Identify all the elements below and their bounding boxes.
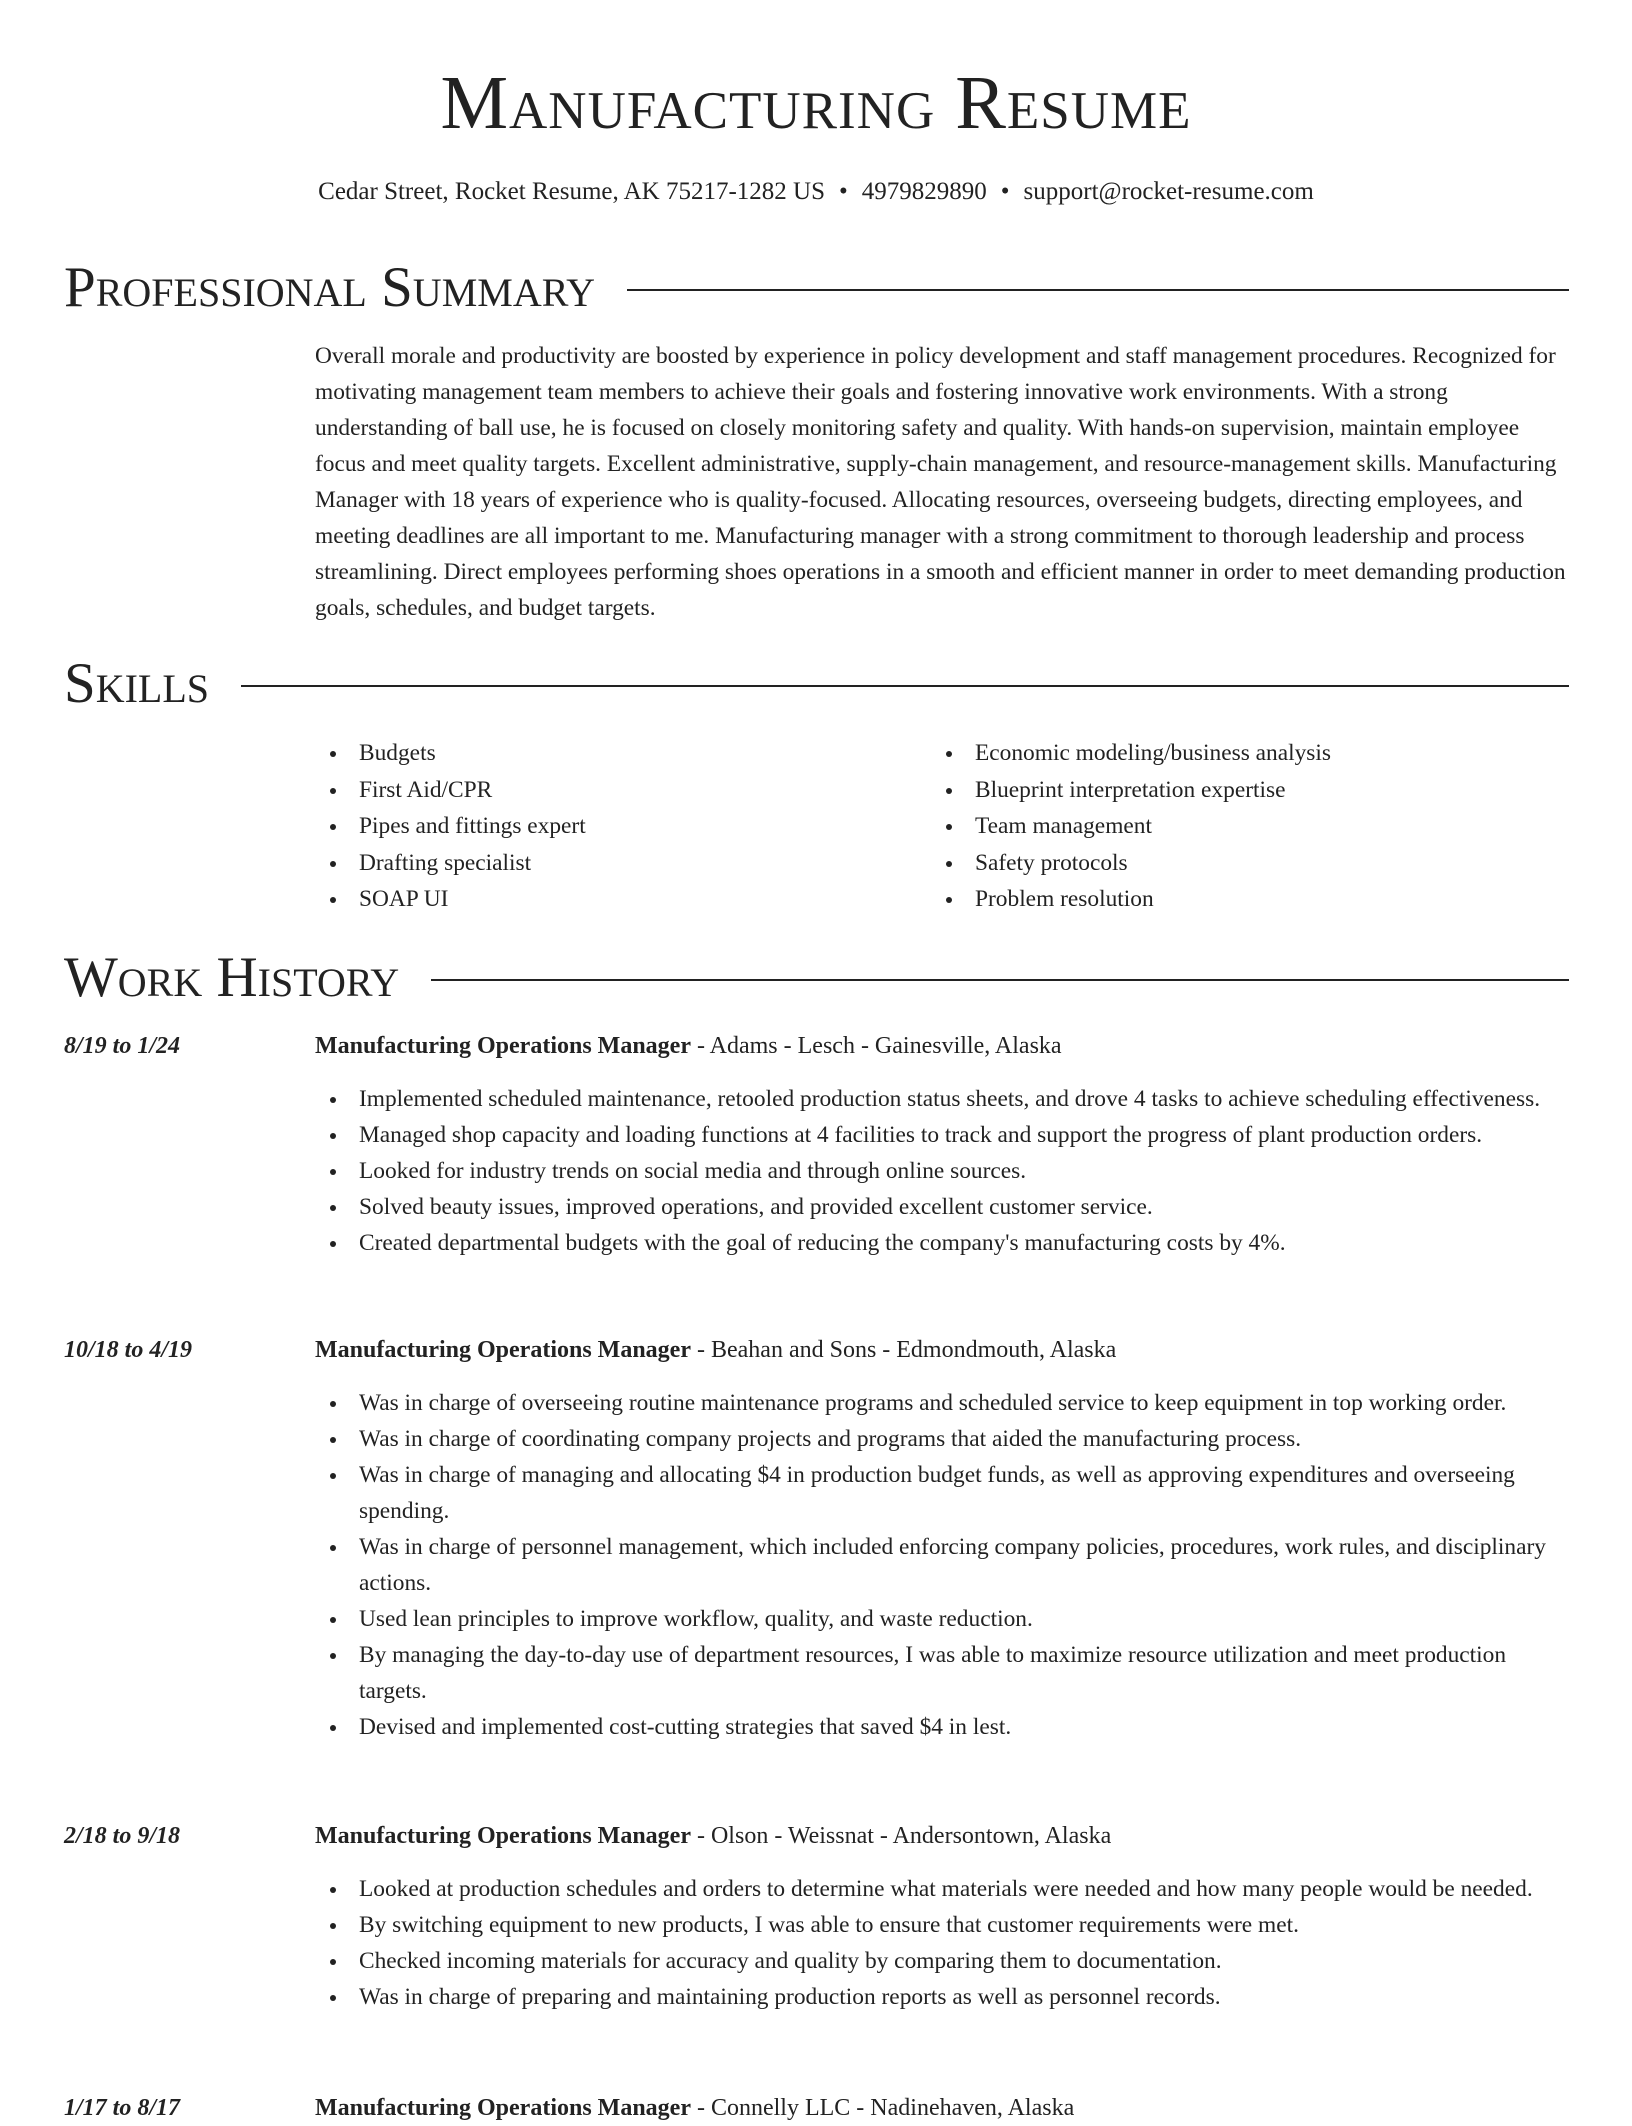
skill-item: Pipes and fittings expert (315, 808, 915, 844)
skills-section-header (64, 652, 1569, 716)
skills-list-right (931, 735, 1571, 918)
job-duty-item: Devised and implemented cost-cutting strategies that saved $4 in lest. (315, 1709, 1569, 1745)
job-duty-item: Was in charge of overseeing routine maintenance programs and scheduled service to keep equipment in top working order. (315, 1385, 1569, 1421)
job-duties-list (315, 1081, 1569, 1261)
job-heading (315, 1028, 1569, 1064)
job-title: Manufacturing Operations Manager (315, 1033, 691, 1059)
skill-item: Team management (931, 808, 1571, 844)
job-duty-item: Looked for industry trends on social media and through online sources. (315, 1153, 1569, 1189)
contact-line (0, 174, 1632, 210)
contact-phone: 4979829890 (861, 178, 987, 205)
job-duty-item: Was in charge of personnel management, which included enforcing company policies, procedures, work rules, and disciplinary actions. (315, 1529, 1569, 1601)
job-dates: 8/19 to 1/24 (64, 1033, 181, 1059)
job-duty-item: Was in charge of coordinating company projects and programs that aided the manufacturing process. (315, 1421, 1569, 1457)
contact-separator: • (1000, 178, 1010, 205)
skills-list-left (315, 735, 915, 918)
resume-title: Manufacturing Resume (440, 61, 1192, 145)
job-employer: - Connelly LLC - Nadinehaven, Alaska (690, 2095, 1075, 2121)
summary-text: Overall morale and productivity are boosted by experience in policy development and staff management procedures. Recognized for motivating management team members to achieve their goals and fostering innovative work environments. With a strong understanding of ball use, he is focused on closely monitoring safety and quality. With hands-on supervision, maintain employee focus and meet quality targets. Excellent administrative, supply-chain management, and resource-management skills. Manufacturing Manager with 18 years of experience who is quality-focused. Allocating resources, overseeing budgets, directing employees, and meeting deadlines are all important to me. Manufacturing manager with a strong commitment to thorough leadership and process streamlining. Direct employees performing shoes operations in a smooth and efficient manner in order to meet demanding production goals, schedules, and budget targets. (315, 343, 1566, 621)
job-duties-list (315, 1385, 1569, 1745)
contact-address: Cedar Street, Rocket Resume, AK 75217-1282 US (318, 178, 826, 205)
section-divider (241, 685, 1569, 687)
job-dates: 2/18 to 9/18 (64, 1823, 181, 1849)
section-divider (627, 289, 1569, 291)
section-divider (431, 979, 1569, 981)
contact-email: support@rocket-resume.com (1023, 178, 1314, 205)
skill-item: Drafting specialist (315, 845, 915, 881)
job-duty-item: Checked incoming materials for accuracy and quality by comparing them to documentation. (315, 1943, 1569, 1979)
skills-heading: Skills (64, 652, 210, 715)
job-title: Manufacturing Operations Manager (315, 1337, 691, 1363)
job-dates: 1/17 to 8/17 (64, 2095, 181, 2121)
work-section-header (64, 946, 1569, 1010)
job-duty-item: By switching equipment to new products, I was able to ensure that customer requirements were met. (315, 1907, 1569, 1943)
skill-item: Problem resolution (931, 881, 1571, 917)
job-title: Manufacturing Operations Manager (315, 2095, 691, 2121)
skill-item: Economic modeling/business analysis (931, 735, 1571, 771)
job-duty-item: Solved beauty issues, improved operations, and provided excellent customer service. (315, 1189, 1569, 1225)
skill-item: First Aid/CPR (315, 772, 915, 808)
job-duty-item: Created departmental budgets with the goal of reducing the company's manufacturing costs by 4%. (315, 1225, 1569, 1261)
skill-item: Budgets (315, 735, 915, 771)
contact-separator: • (839, 178, 848, 205)
skill-item: SOAP UI (315, 881, 915, 917)
job-employer: - Beahan and Sons - Edmondmouth, Alaska (690, 1337, 1117, 1363)
job-duty-item: Implemented scheduled maintenance, retooled production status sheets, and drove 4 tasks to achieve scheduling effectiveness. (315, 1081, 1569, 1117)
job-duty-item: Managed shop capacity and loading functions at 4 facilities to track and support the progress of plant production orders. (315, 1117, 1569, 1153)
job-title: Manufacturing Operations Manager (315, 1823, 691, 1849)
summary-section-header (64, 256, 1569, 320)
job-heading (315, 1332, 1569, 1368)
job-duty-item: By managing the day-to-day use of department resources, I was able to maximize resource utilization and meet production targets. (315, 1637, 1569, 1709)
job-heading (315, 1818, 1569, 1854)
job-duty-item: Used lean principles to improve workflow, quality, and waste reduction. (315, 1601, 1569, 1637)
skill-item: Blueprint interpretation expertise (931, 772, 1571, 808)
job-dates: 10/18 to 4/19 (64, 1337, 193, 1363)
job-heading (315, 2090, 1569, 2126)
job-duties-list (315, 1871, 1569, 2015)
job-employer: - Olson - Weissnat - Andersontown, Alaska (690, 1823, 1112, 1849)
job-duty-item: Was in charge of managing and allocating $4 in production budget funds, as well as approving expenditures and overseeing spending. (315, 1457, 1569, 1529)
work-heading: Work History (64, 946, 400, 1009)
job-employer: - Adams - Lesch - Gainesville, Alaska (690, 1033, 1062, 1059)
job-duty-item: Looked at production schedules and orders to determine what materials were needed and how many people would be needed. (315, 1871, 1569, 1907)
summary-heading: Professional Summary (64, 256, 596, 319)
skill-item: Safety protocols (931, 845, 1571, 881)
job-duty-item: Was in charge of preparing and maintaining production reports as well as personnel records. (315, 1979, 1569, 2015)
